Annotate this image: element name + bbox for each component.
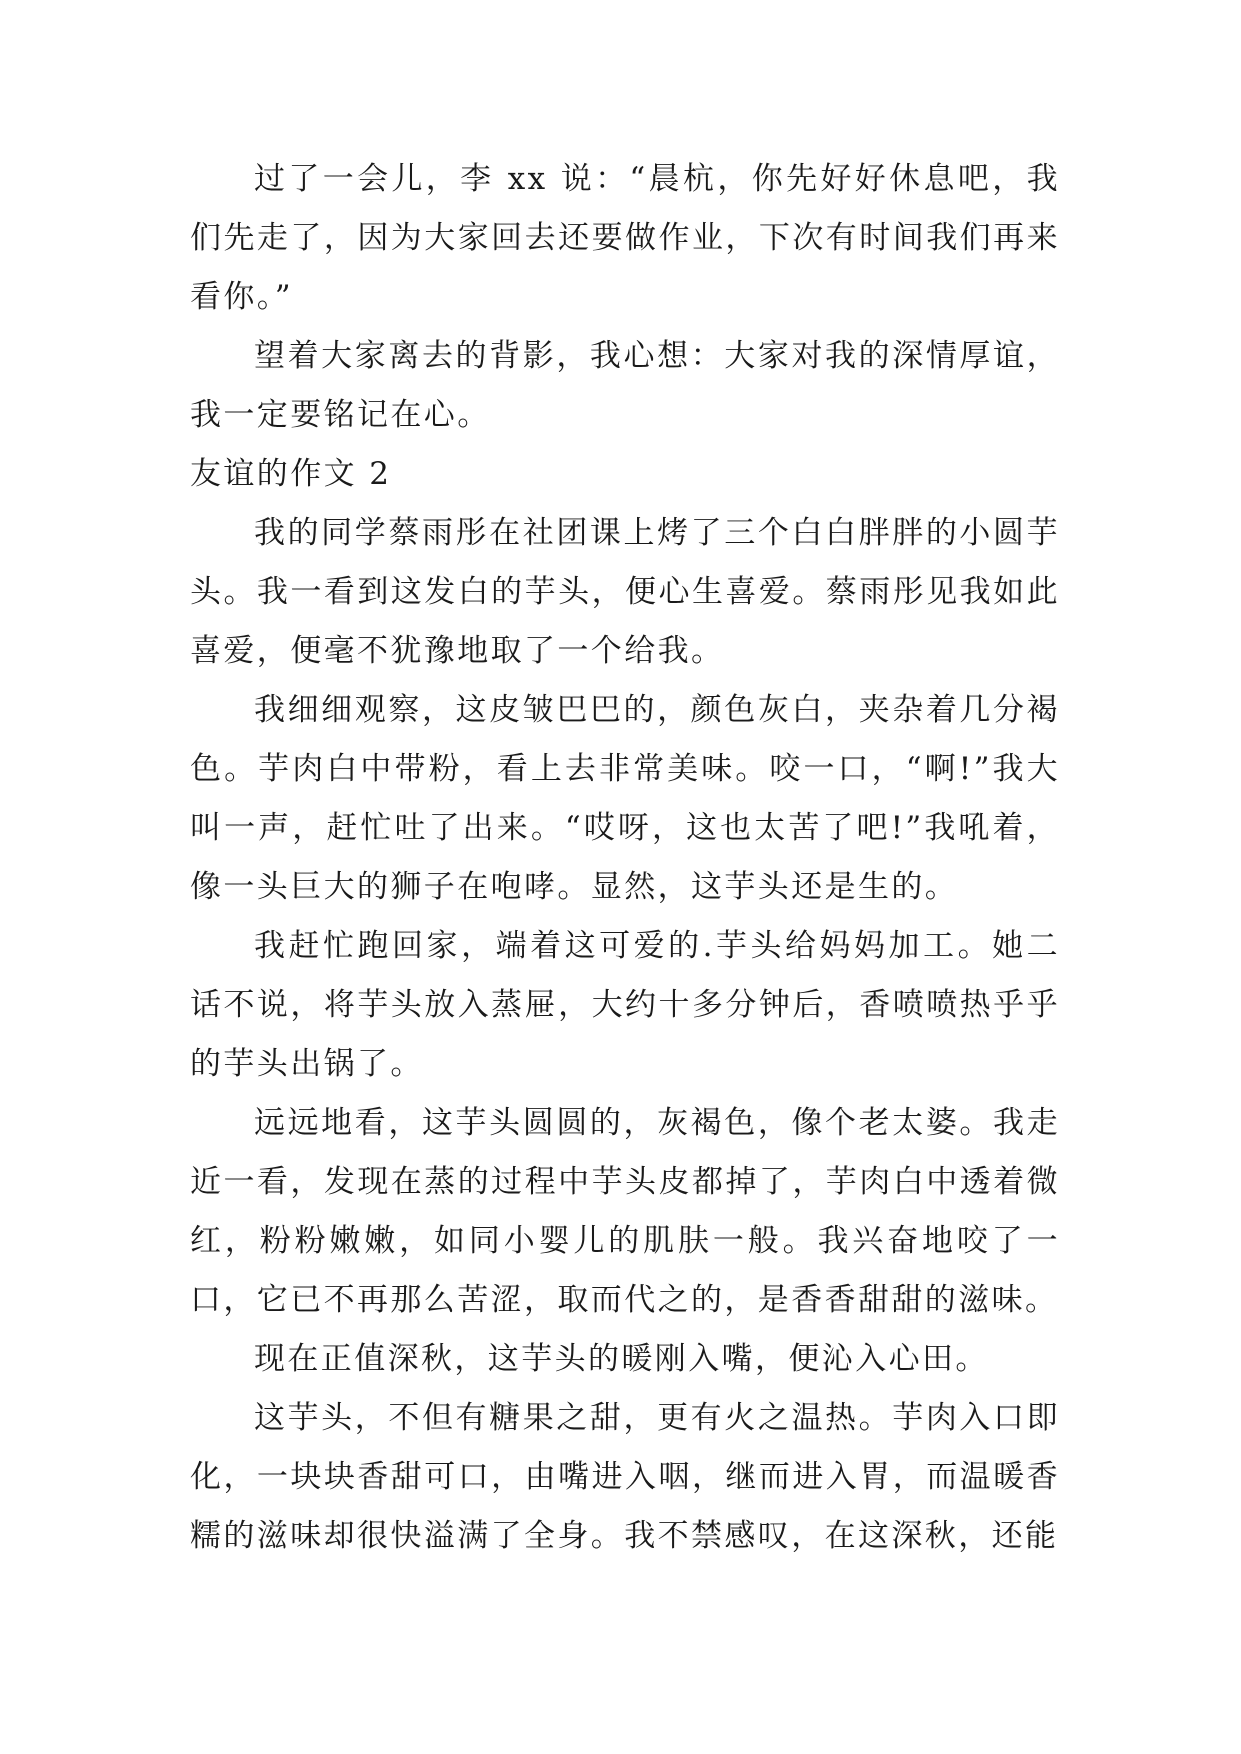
paragraph: 现在正值深秋，这芋头的暖刚入嘴，便沁入心田。 [254, 1341, 989, 1377]
section-heading: 友谊的作文 2 [190, 456, 392, 492]
paragraph: 远远地看，这芋头圆圆的，灰褐色，像个老太婆。我走近一看，发现在蒸的过程中芋头皮都掉了，芋肉白中透着微红，粉粉嫩嫩，如同小婴儿的肌肤一般。我兴奋地咬了一口，它已不再那么苦涩，取而代之的，是香香甜甜的滋味。 [190, 1105, 1060, 1318]
paragraph: 这芋头，不但有糖果之甜，更有火之温热。芋肉入口即化，一块块香甜可口，由嘴进入咽，继而进入胃，而温暖香糯的滋味却很快溢满了全身。我不禁感叹，在这深秋，还能 [190, 1400, 1060, 1554]
paragraph: 望着大家离去的背影，我心想：大家对我的深情厚谊，我一定要铭记在心。 [190, 338, 1060, 433]
document-body [190, 150, 1060, 1566]
paragraph: 我细细观察，这皮皱巴巴的，颜色灰白，夹杂着几分褐色。芋肉白中带粉，看上去非常美味。咬一口，“啊!”我大叫一声，赶忙吐了出来。“哎呀，这也太苦了吧!”我吼着，像一头巨大的狮子在咆哮。显然，这芋头还是生的。 [190, 692, 1060, 905]
paragraph: 过了一会儿，李 xx 说：“晨杭，你先好好休息吧，我们先走了，因为大家回去还要做作业，下次有时间我们再来看你。” [190, 161, 1060, 315]
paragraph: 我赶忙跑回家，端着这可爱的.芋头给妈妈加工。她二话不说，将芋头放入蒸屉，大约十多分钟后，香喷喷热乎乎的芋头出锅了。 [190, 928, 1060, 1082]
paragraph: 我的同学蔡雨彤在社团课上烤了三个白白胖胖的小圆芋头。我一看到这发白的芋头，便心生喜爱。蔡雨彤见我如此喜爱，便毫不犹豫地取了一个给我。 [190, 515, 1060, 669]
